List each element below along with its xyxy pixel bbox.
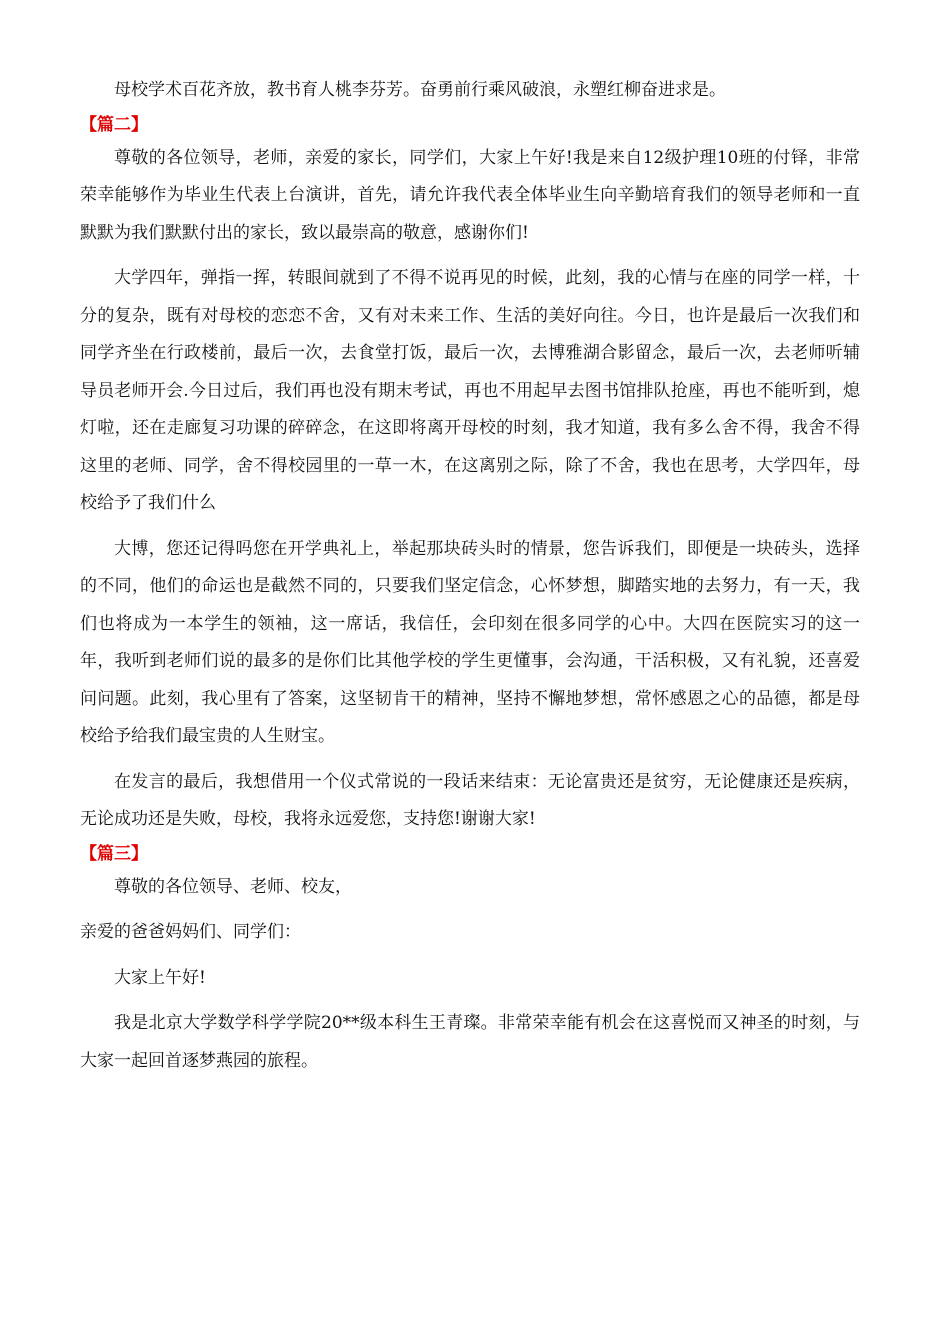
paragraph-four-years: 大学四年，弹指一挥，转眼间就到了不得不说再见的时候，此刻，我的心情与在座的同学一样，十分的复杂，既有对母校的恋恋不舍，又有对未来工作、生活的美好向往。今日，也许是最后一次我们和同学齐坐在行政楼前，最后一次，去食堂打饭，最后一次，去博雅湖合影留念，最后一次，去老师听辅导员老师开会.今日过后，我们再也没有期末考试，再也不用起早去图书馆排队抢座，再也不能听到，熄灯啦，还在走廊复习功课的碎碎念，在这即将离开母校的时刻，我才知道，我有多么舍不得，我舍不得这里的老师、同学，舍不得校园里的一草一木，在这离别之际，除了不舍，我也在思考，大学四年，母校给予了我们什么 <box>80 268 860 513</box>
paragraph-closing: 在发言的最后，我想借用一个仪式常说的一段话来结束：无论富贵还是贫穷，无论健康还是疾病，无论成功还是失败，母校，我将永远爱您，支持您!谢谢大家! <box>80 771 860 829</box>
document-page <box>80 72 860 1080</box>
paragraph-greeting: 尊敬的各位领导，老师，亲爱的家长，同学们，大家上午好!我是来自12级护理10班的付铎，非常荣幸能够作为毕业生代表上台演讲，首先，请允许我代表全体毕业生向辛勤培育我们的领导老师和一直默默为我们默默付出的家长，致以最崇高的敬意，感谢你们! <box>80 147 860 243</box>
paragraph-introduction: 我是北京大学数学科学学院20**级本科生王青璨。非常荣幸能有机会在这喜悦而又神圣的时刻，与大家一起回首逐梦燕园的旅程。 <box>80 1013 860 1071</box>
paragraph-salutation: 尊敬的各位领导、老师、校友， <box>114 876 352 897</box>
paragraph-opening: 母校学术百花齐放，教书育人桃李芬芳。奋勇前行乘风破浪，永塑红柳奋进求是。 <box>114 80 726 100</box>
section-heading-part-three: 【篇三】 <box>80 843 148 864</box>
paragraph-salutation-parents: 亲爱的爸爸妈妈们、同学们： <box>80 922 301 942</box>
paragraph-brick-story: 大博，您还记得吗您在开学典礼上，举起那块砖头时的情景，您告诉我们，即便是一块砖头，选择的不同，他们的命运也是截然不同的，只要我们坚定信念，心怀梦想，脚踏实地的去努力，有一天，我们也将成为一本学生的领袖，这一席话，我信任，会印刻在很多同学的心中。大四在医院实习的这一年，我听到老师们说的最多的是你们比其他学校的学生更懂事，会沟通，干活积极，又有礼貌，还喜爱问问题。此刻，我心里有了答案，这坚韧肯干的精神，坚持不懈地梦想，常怀感恩之心的品德，都是母校给予给我们最宝贵的人生财宝。 <box>80 538 860 746</box>
paragraph-good-morning: 大家上午好! <box>114 967 206 988</box>
section-heading-part-two: 【篇二】 <box>80 114 148 135</box>
